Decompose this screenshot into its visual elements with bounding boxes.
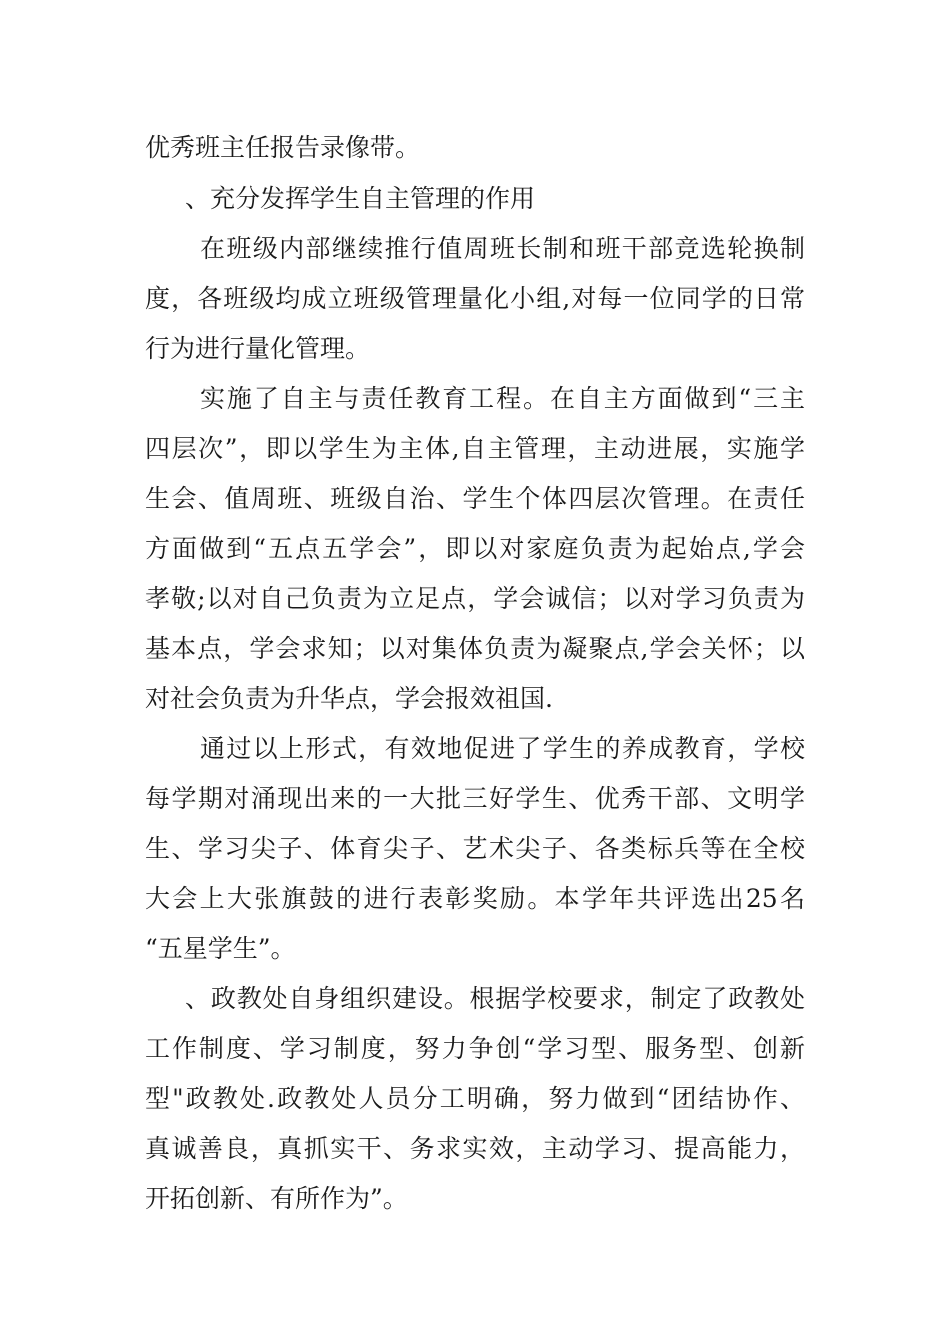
paragraph-line: 型"政教处.政教处人员分工明确，努力做到“团结协作、 — [145, 1084, 805, 1113]
paragraph-line: 孝敬;以对自己负责为立足点，学会诚信；以对学习负责为 — [145, 584, 805, 613]
paragraph-line: 行为进行量化管理。 — [145, 334, 371, 363]
paragraph-line: 对社会负责为升华点，学会报效祖国. — [145, 684, 553, 713]
paragraph-line: 生、学习尖子、体育尖子、艺术尖子、各类标兵等在全校 — [145, 834, 805, 863]
paragraph-line: 真诚善良，真抓实干、务求实效，主动学习、提高能力， — [145, 1134, 805, 1163]
paragraph-line: 在班级内部继续推行值周班长制和班干部竞选轮换制 — [200, 234, 805, 263]
paragraph-line: 四层次”，即以学生为主体,自主管理，主动进展，实施学 — [145, 434, 805, 463]
paragraph-line: 基本点，学会求知；以对集体负责为凝聚点,学会关怀；以 — [145, 634, 805, 663]
paragraph-line: 每学期对涌现出来的一大批三好学生、优秀干部、文明学 — [145, 784, 805, 813]
paragraph-line: 开拓创新、有所作为”。 — [145, 1184, 408, 1213]
paragraph-line: 通过以上形式，有效地促进了学生的养成教育，学校 — [200, 734, 805, 763]
paragraph-line: 工作制度、学习制度，努力争创“学习型、服务型、创新 — [145, 1034, 805, 1063]
paragraph-line: 、政教处自身组织建设。根据学校要求，制定了政教处 — [185, 984, 805, 1013]
paragraph-line: 方面做到“五点五学会”，即以对家庭负责为起始点,学会 — [145, 534, 805, 563]
paragraph-line: 度，各班级均成立班级管理量化小组,对每一位同学的日常 — [145, 284, 805, 313]
paragraph-line: “五星学生”。 — [145, 934, 296, 963]
paragraph-line: 实施了自主与责任教育工程。在自主方面做到“三主 — [200, 384, 805, 413]
paragraph-line: 生会、值周班、班级自治、学生个体四层次管理。在责任 — [145, 484, 805, 513]
paragraph-line: 大会上大张旗鼓的进行表彰奖励。本学年共评选出25名 — [145, 884, 805, 913]
section-heading: 、充分发挥学生自主管理的作用 — [185, 184, 536, 213]
text-line: 优秀班主任报告录像带。 — [145, 133, 421, 162]
